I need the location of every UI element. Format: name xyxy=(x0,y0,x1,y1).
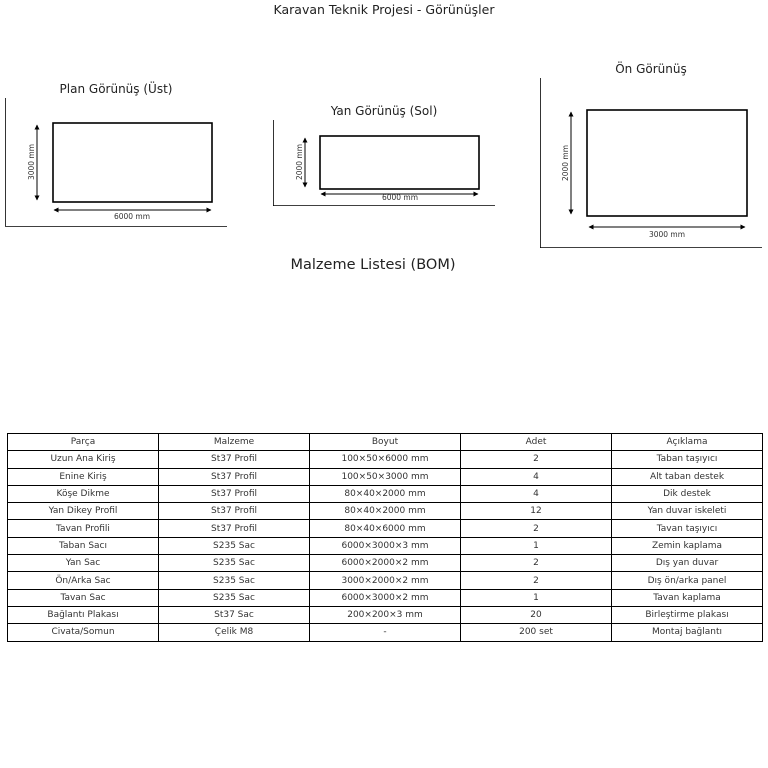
table-cell: St37 Profil xyxy=(159,503,310,520)
side-width-label: 6000 mm xyxy=(381,193,419,202)
table-cell: 100×50×3000 mm xyxy=(310,468,461,485)
table-cell: Taban Sacı xyxy=(8,537,159,554)
table-cell: 12 xyxy=(461,503,612,520)
side-outline xyxy=(320,136,479,189)
table-cell: 6000×3000×2 mm xyxy=(310,589,461,606)
side-height-label: 2000 mm xyxy=(295,143,304,181)
table-row xyxy=(8,555,763,572)
table-cell: S235 Sac xyxy=(159,537,310,554)
front-outline xyxy=(587,110,747,216)
table-cell: 1 xyxy=(461,537,612,554)
side-view xyxy=(273,120,495,206)
table-cell: 80×40×2000 mm xyxy=(310,503,461,520)
table-cell: Dik destek xyxy=(612,485,763,502)
plan-width-label: 6000 mm xyxy=(113,212,151,221)
table-cell: Ön/Arka Sac xyxy=(8,572,159,589)
views-drawing xyxy=(0,0,768,260)
table-cell: 200×200×3 mm xyxy=(310,606,461,623)
table-row xyxy=(8,520,763,537)
table-cell: Tavan kaplama xyxy=(612,589,763,606)
table-row xyxy=(8,537,763,554)
bom-header-cell: Açıklama xyxy=(612,434,763,451)
table-cell: St37 Profil xyxy=(159,468,310,485)
plan-height-label: 3000 mm xyxy=(27,143,36,181)
table-cell: Alt taban destek xyxy=(612,468,763,485)
bom-header-row xyxy=(8,434,763,451)
table-cell: Taban taşıyıcı xyxy=(612,451,763,468)
table-cell: 200 set xyxy=(461,624,612,641)
table-cell: Tavan taşıyıcı xyxy=(612,520,763,537)
table-cell: St37 Profil xyxy=(159,485,310,502)
plan-view-title: Plan Görünüş (Üst) xyxy=(59,82,173,96)
table-cell: Yan Dikey Profil xyxy=(8,503,159,520)
suptitle: Karavan Teknik Projesi - Görünüşler xyxy=(273,2,495,17)
table-cell: S235 Sac xyxy=(159,589,310,606)
table-cell: 100×50×6000 mm xyxy=(310,451,461,468)
table-cell: Dış yan duvar xyxy=(612,555,763,572)
table-cell: 80×40×2000 mm xyxy=(310,485,461,502)
plan-view xyxy=(5,98,227,227)
table-cell: - xyxy=(310,624,461,641)
table-cell: Uzun Ana Kiriş xyxy=(8,451,159,468)
table-row xyxy=(8,503,763,520)
table-cell: St37 Profil xyxy=(159,520,310,537)
table-cell: S235 Sac xyxy=(159,555,310,572)
bom-title: Malzeme Listesi (BOM) xyxy=(290,257,456,273)
table-cell: 20 xyxy=(461,606,612,623)
table-cell: 80×40×6000 mm xyxy=(310,520,461,537)
table-cell: 2 xyxy=(461,555,612,572)
table-cell: Birleştirme plakası xyxy=(612,606,763,623)
table-row xyxy=(8,485,763,502)
table-cell: 4 xyxy=(461,468,612,485)
bom-table xyxy=(7,433,763,642)
bom-header-cell: Boyut xyxy=(310,434,461,451)
table-cell: 4 xyxy=(461,485,612,502)
bom-header-cell: Parça xyxy=(8,434,159,451)
table-row xyxy=(8,589,763,606)
table-cell: Zemin kaplama xyxy=(612,537,763,554)
table-cell: Köşe Dikme xyxy=(8,485,159,502)
front-width-label: 3000 mm xyxy=(648,230,686,239)
table-cell: 2 xyxy=(461,572,612,589)
table-cell: 6000×2000×2 mm xyxy=(310,555,461,572)
table-row xyxy=(8,572,763,589)
table-cell: S235 Sac xyxy=(159,572,310,589)
table-row xyxy=(8,624,763,641)
table-cell: 1 xyxy=(461,589,612,606)
table-cell: St37 Sac xyxy=(159,606,310,623)
table-cell: Yan duvar iskeleti xyxy=(612,503,763,520)
bom-header-cell: Adet xyxy=(461,434,612,451)
table-row xyxy=(8,606,763,623)
table-cell: Bağlantı Plakası xyxy=(8,606,159,623)
table-cell: Tavan Profili xyxy=(8,520,159,537)
table-cell: Enine Kiriş xyxy=(8,468,159,485)
table-cell: Civata/Somun xyxy=(8,624,159,641)
front-view xyxy=(540,78,762,248)
table-row xyxy=(8,451,763,468)
table-cell: Montaj bağlantı xyxy=(612,624,763,641)
table-cell: 6000×3000×3 mm xyxy=(310,537,461,554)
plan-outline xyxy=(53,123,212,202)
table-cell: Çelik M8 xyxy=(159,624,310,641)
bom-header-cell: Malzeme xyxy=(159,434,310,451)
table-cell: Yan Sac xyxy=(8,555,159,572)
table-cell: 2 xyxy=(461,451,612,468)
table-cell: Tavan Sac xyxy=(8,589,159,606)
front-view-title: Ön Görünüş xyxy=(615,62,687,76)
table-cell: 3000×2000×2 mm xyxy=(310,572,461,589)
side-view-title: Yan Görünüş (Sol) xyxy=(330,104,438,118)
table-cell: Dış ön/arka panel xyxy=(612,572,763,589)
table-cell: 2 xyxy=(461,520,612,537)
table-row xyxy=(8,468,763,485)
table-cell: St37 Profil xyxy=(159,451,310,468)
front-height-label: 2000 mm xyxy=(561,144,570,182)
